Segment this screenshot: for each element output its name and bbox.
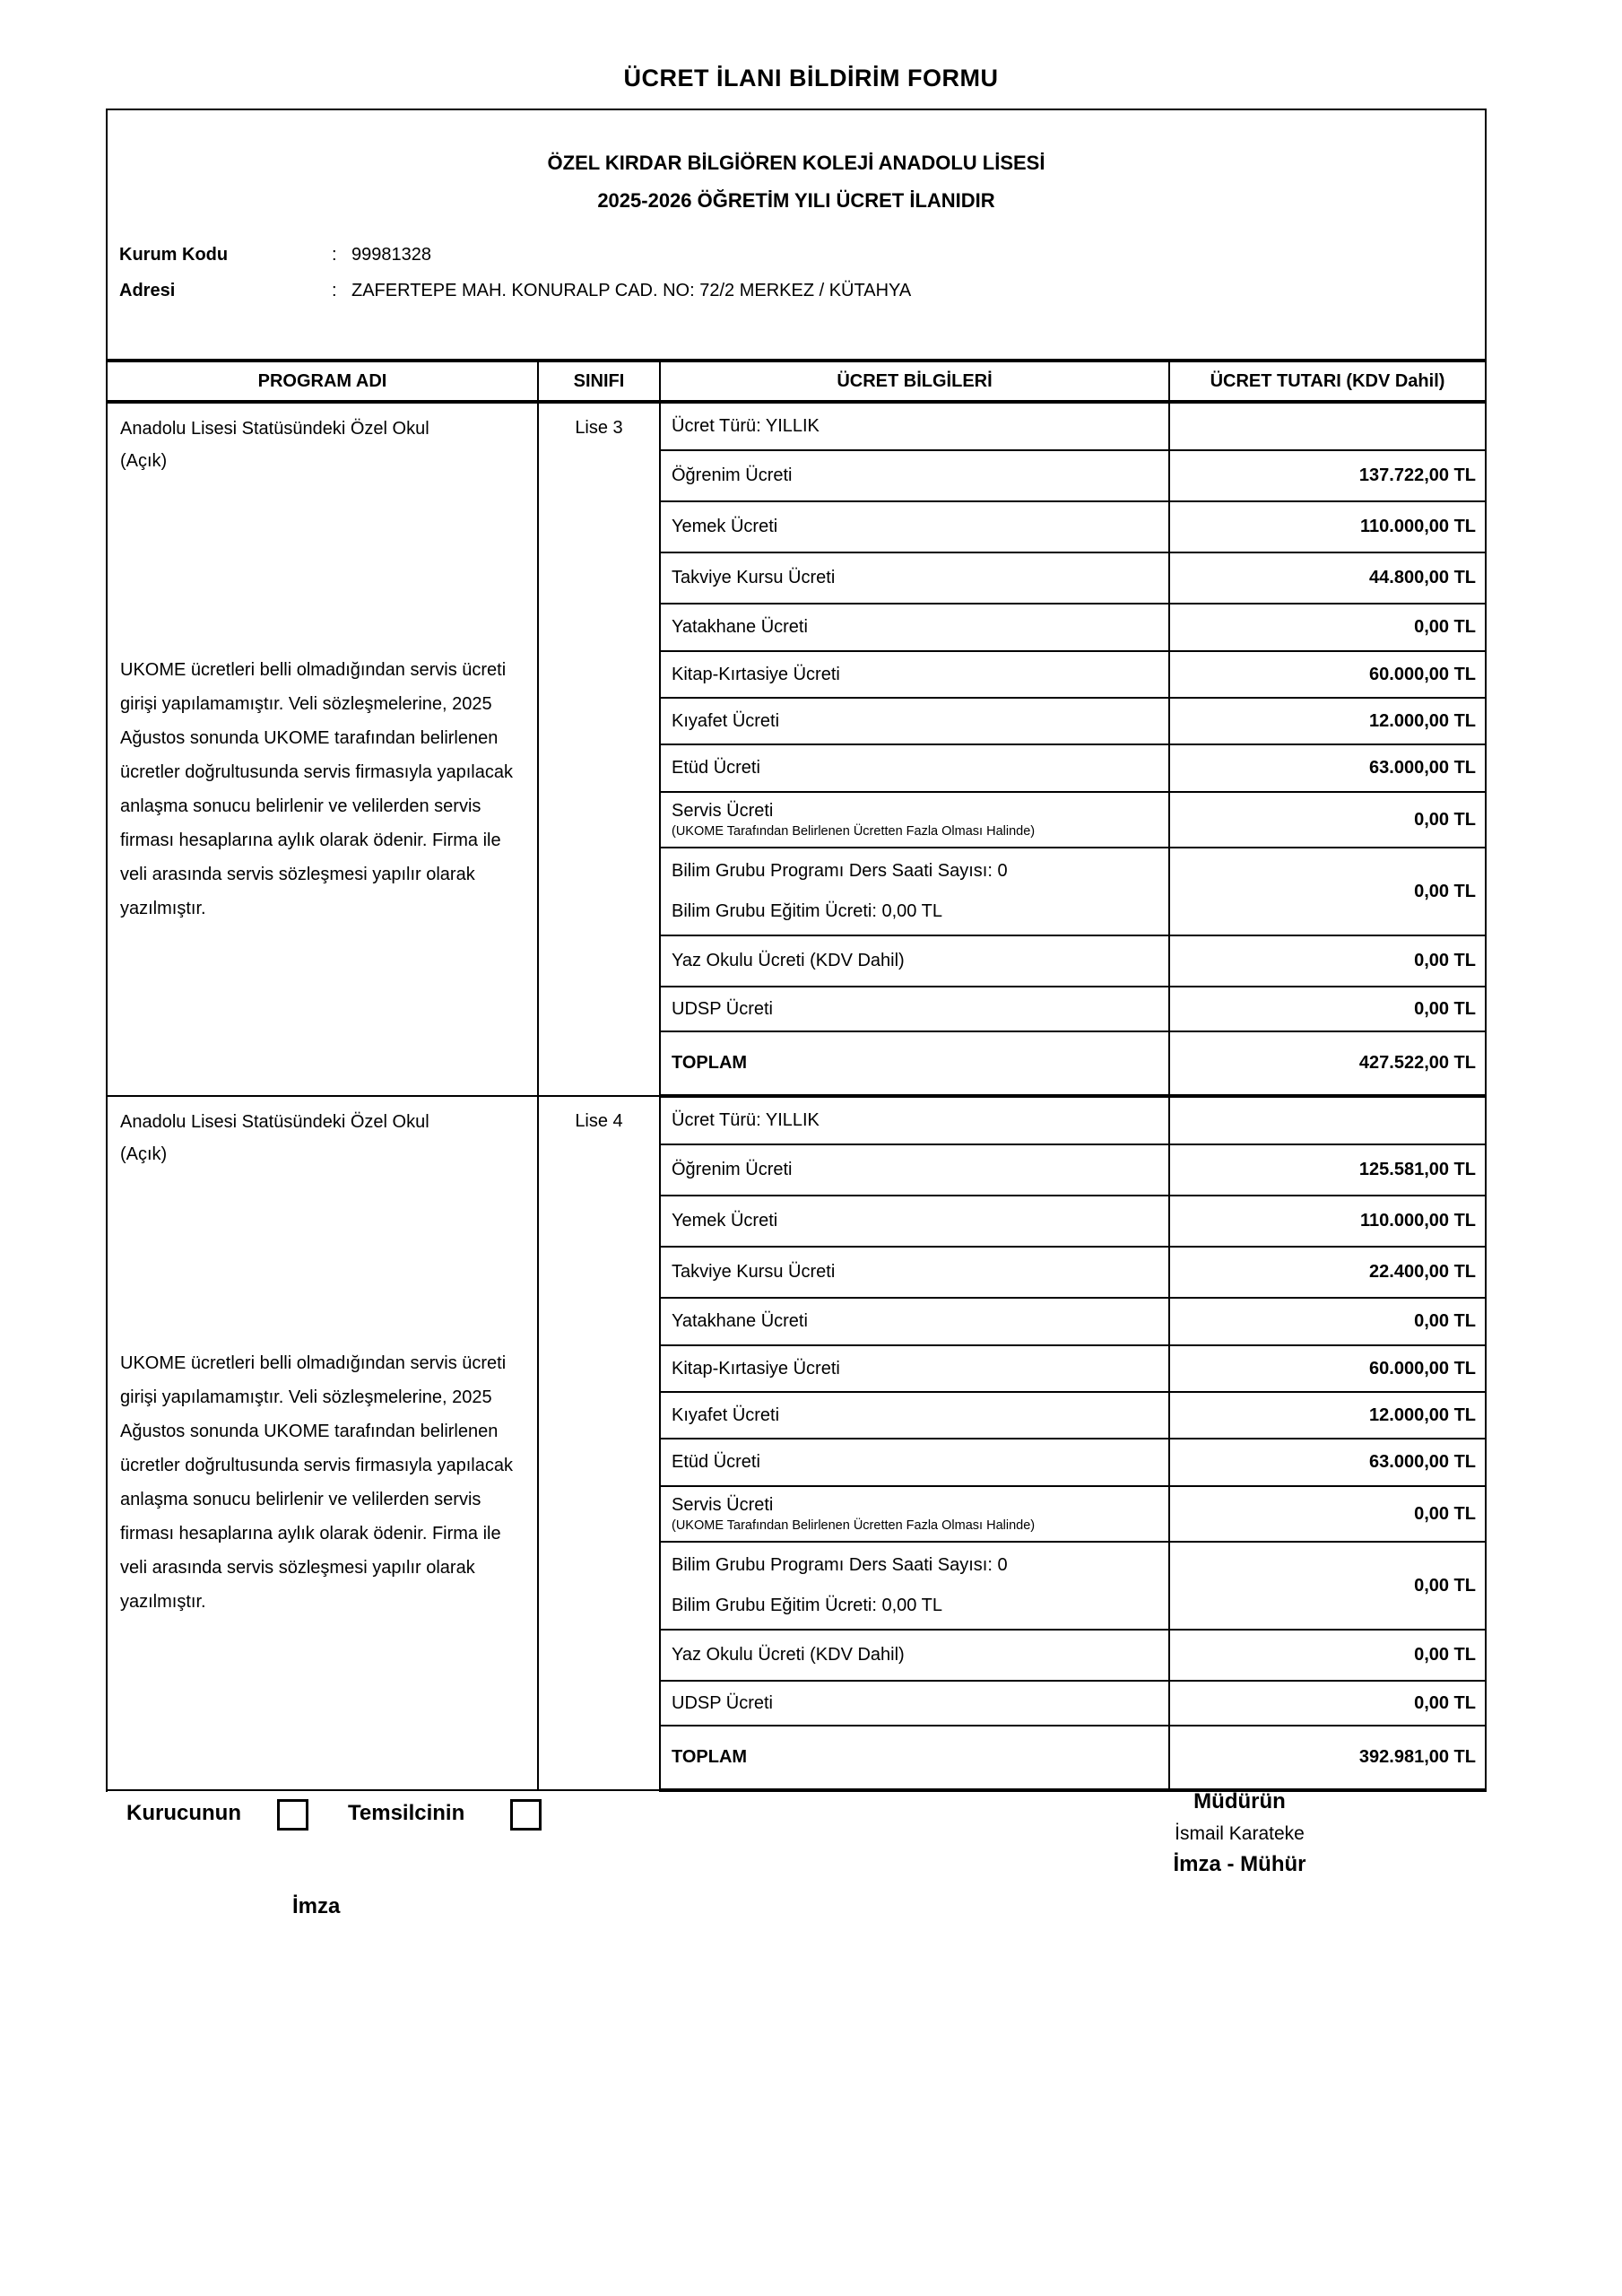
fee-value-cell: 0,00 TL [1169, 792, 1485, 848]
fee-label-text: Servis Ücreti [672, 1495, 774, 1515]
fee-label-text: Yaz Okulu Ücreti (KDV Dahil) [672, 1645, 905, 1665]
fee-sublabel-text: (UKOME Tarafından Belirlenen Ücretten Fazla Olması Halinde) [672, 824, 1036, 839]
table-header-row [108, 361, 1485, 402]
program-name-line2: (Açık) [120, 1144, 168, 1164]
fee-label-cell [660, 1542, 1169, 1630]
kurum-kodu-value: 99981328 [351, 245, 431, 265]
fee-label-cell [660, 1681, 1169, 1726]
imza-label: İmza [292, 1894, 341, 1918]
fee-label-cell [660, 604, 1169, 651]
school-name: ÖZEL KIRDAR BİLGİÖREN KOLEJİ ANADOLU LİSESİ [547, 152, 1045, 174]
fee-value-cell: 0,00 TL [1169, 1630, 1485, 1681]
fee-label-text: Bilim Grubu Programı Ders Saati Sayısı: 0 [672, 861, 1008, 881]
fee-row [108, 1096, 1485, 1144]
kurum-kodu-label: Kurum Kodu [119, 245, 229, 265]
page-title: ÜCRET İLANI BİLDİRİM FORMU [623, 65, 999, 91]
fee-label-text: Kitap-Kırtasiye Ücreti [672, 664, 840, 684]
mudurun-label: Müdürün [1193, 1789, 1286, 1813]
adresi-value: ZAFERTEPE MAH. KONURALP CAD. NO: 72/2 MERKEZ / KÜTAHYA [351, 281, 912, 300]
header-program-adi: PROGRAM ADI [108, 361, 538, 402]
fee-label-text: Kıyafet Ücreti [672, 1405, 780, 1425]
imza-muhur-label: İmza - Mühür [1173, 1852, 1306, 1876]
fee-table [108, 359, 1485, 1792]
fee-label-cell [660, 450, 1169, 501]
fee-label-text: Öğrenim Ücreti [672, 1160, 793, 1179]
program-name-line2: (Açık) [120, 451, 168, 471]
toplam-value-cell: 427.522,00 TL [1169, 1031, 1485, 1096]
program-cell [108, 402, 538, 1096]
fee-label-cell [660, 792, 1169, 848]
fee-label-cell [660, 987, 1169, 1031]
fee-label-text: UDSP Ücreti [672, 998, 773, 1019]
toplam-label-text: TOPLAM [672, 1053, 748, 1073]
fee-value-cell: 60.000,00 TL [1169, 1345, 1485, 1392]
mudur-name: İsmail Karateke [1175, 1823, 1305, 1844]
program-name-line1: Anadolu Lisesi Statüsündeki Özel Okul [120, 1112, 429, 1132]
toplam-label-cell [660, 1031, 1169, 1096]
fee-label-cell [660, 402, 1169, 450]
sinif-cell: Lise 3 [538, 402, 660, 1096]
toplam-label-cell [660, 1726, 1169, 1790]
fee-label-text: Yatakhane Ücreti [672, 617, 808, 637]
kurucunun-checkbox[interactable] [277, 1799, 308, 1831]
director-signature-block [1112, 1789, 1367, 1877]
program-name [120, 1106, 525, 1170]
fee-value-cell: 12.000,00 TL [1169, 698, 1485, 744]
fee-label-cell [660, 1298, 1169, 1345]
fee-label-text: Öğrenim Ücreti [672, 465, 793, 485]
fee-label-cell [660, 1486, 1169, 1542]
fee-label-cell [660, 1345, 1169, 1392]
fee-label-cell [660, 651, 1169, 698]
colon-separator: : [332, 245, 337, 265]
fee-value-cell [1169, 402, 1485, 450]
fee-label-text: Yatakhane Ücreti [672, 1311, 808, 1331]
fee-label-cell [660, 501, 1169, 552]
fee-value-cell: 0,00 TL [1169, 1486, 1485, 1542]
program-cell [108, 1096, 538, 1790]
fee-value-cell: 12.000,00 TL [1169, 1392, 1485, 1439]
header-ucret-tutari: ÜCRET TUTARI (KDV Dahil) [1169, 361, 1485, 402]
fee-label-text: Bilim Grubu Programı Ders Saati Sayısı: 0 [672, 1555, 1008, 1575]
fee-label-cell [660, 698, 1169, 744]
fee-value-cell: 63.000,00 TL [1169, 744, 1485, 792]
fee-value-cell: 0,00 TL [1169, 935, 1485, 987]
form-outer-box [106, 109, 1487, 1792]
adresi-label: Adresi [119, 281, 176, 300]
adresi-row [119, 281, 911, 301]
colon-separator: : [332, 281, 337, 300]
fee-label-cell [660, 1096, 1169, 1144]
fee-label-text: Yaz Okulu Ücreti (KDV Dahil) [672, 951, 905, 970]
form-header [108, 110, 1485, 359]
fee-value-cell: 125.581,00 TL [1169, 1144, 1485, 1196]
temsilcinin-label: Temsilcinin [348, 1801, 465, 1825]
fee-label-cell [660, 1392, 1169, 1439]
fee-value-cell [1169, 1096, 1485, 1144]
fee-value-cell: 0,00 TL [1169, 1542, 1485, 1630]
fee-table-body [108, 402, 1485, 1790]
temsilcinin-checkbox[interactable] [510, 1799, 542, 1831]
kurum-kodu-row [119, 245, 431, 265]
fee-row [108, 402, 1485, 450]
fee-label-text: Servis Ücreti [672, 801, 774, 821]
header-sinifi: SINIFI [538, 361, 660, 402]
form-subtitle: 2025-2026 ÖĞRETİM YILI ÜCRET İLANIDIR [597, 189, 995, 212]
fee-value-cell: 0,00 TL [1169, 848, 1485, 935]
fee-value-cell: 137.722,00 TL [1169, 450, 1485, 501]
fee-value-cell: 44.800,00 TL [1169, 552, 1485, 604]
fee-label-cell [660, 1247, 1169, 1298]
fee-value-cell: 110.000,00 TL [1169, 1196, 1485, 1247]
fee-label-text: Kitap-Kırtasiye Ücreti [672, 1358, 840, 1378]
sinif-cell: Lise 4 [538, 1096, 660, 1790]
program-name-line1: Anadolu Lisesi Statüsündeki Özel Okul [120, 419, 429, 439]
fee-label-text: Etüd Ücreti [672, 758, 760, 778]
header-ucret-bilgileri: ÜCRET BİLGİLERİ [660, 361, 1169, 402]
fee-label-text: Takviye Kursu Ücreti [672, 1262, 836, 1282]
fee-label-text: Ücret Türü: YILLIK [672, 1110, 820, 1130]
fee-value-cell: 60.000,00 TL [1169, 651, 1485, 698]
fee-label-cell [660, 1439, 1169, 1486]
fee-label-cell [660, 552, 1169, 604]
fee-value-cell: 0,00 TL [1169, 604, 1485, 651]
fee-label-cell [660, 1630, 1169, 1681]
fee-label-text: Etüd Ücreti [672, 1452, 760, 1472]
program-name [120, 413, 525, 477]
fee-label-cell [660, 848, 1169, 935]
fee-label-text: Ücret Türü: YILLIK [672, 416, 820, 436]
fee-label-text: Kıyafet Ücreti [672, 710, 780, 731]
program-note: UKOME ücretleri belli olmadığından servis ücreti girişi yapılamamıştır. Veli sözleşmelerine, 2025 Ağustos sonunda UKOME tarafından belirlenen ücretler doğrultusunda servis firmasıyla yapılacak anlaşma sonucu belirlenir ve velilerden servis firması hesaplarına aylık olarak ödenir. Firma ile veli arasında servis sözleşmesi yapılır olarak yazılmıştır. [120, 1353, 513, 1612]
fee-value-cell: 110.000,00 TL [1169, 501, 1485, 552]
fee-label-text: UDSP Ücreti [672, 1692, 773, 1713]
fee-label-cell [660, 1196, 1169, 1247]
fee-label-cell [660, 935, 1169, 987]
toplam-value-cell: 392.981,00 TL [1169, 1726, 1485, 1790]
fee-label-cell [660, 744, 1169, 792]
fee-sublabel-text: (UKOME Tarafından Belirlenen Ücretten Fazla Olması Halinde) [672, 1518, 1036, 1533]
fee-label-text: Yemek Ücreti [672, 1211, 778, 1231]
fee-value-cell: 63.000,00 TL [1169, 1439, 1485, 1486]
kurucunun-label: Kurucunun [126, 1801, 241, 1825]
fee-label-text: Yemek Ücreti [672, 517, 778, 536]
fee-value-cell: 22.400,00 TL [1169, 1247, 1485, 1298]
fee-value-cell: 0,00 TL [1169, 1681, 1485, 1726]
toplam-label-text: TOPLAM [672, 1747, 748, 1767]
fee-label-cell [660, 1144, 1169, 1196]
fee-value-cell: 0,00 TL [1169, 1298, 1485, 1345]
fee-label2-text: Bilim Grubu Eğitim Ücreti: 0,00 TL [672, 1596, 942, 1615]
fee-label2-text: Bilim Grubu Eğitim Ücreti: 0,00 TL [672, 901, 942, 921]
program-note: UKOME ücretleri belli olmadığından servis ücreti girişi yapılamamıştır. Veli sözleşmelerine, 2025 Ağustos sonunda UKOME tarafından belirlenen ücretler doğrultusunda servis firmasıyla yapılacak anlaşma sonucu belirlenir ve velilerden servis firması hesaplarına aylık olarak ödenir. Firma ile veli arasında servis sözleşmesi yapılır olarak yazılmıştır. [120, 660, 513, 918]
fee-value-cell: 0,00 TL [1169, 987, 1485, 1031]
fee-label-text: Takviye Kursu Ücreti [672, 568, 836, 587]
